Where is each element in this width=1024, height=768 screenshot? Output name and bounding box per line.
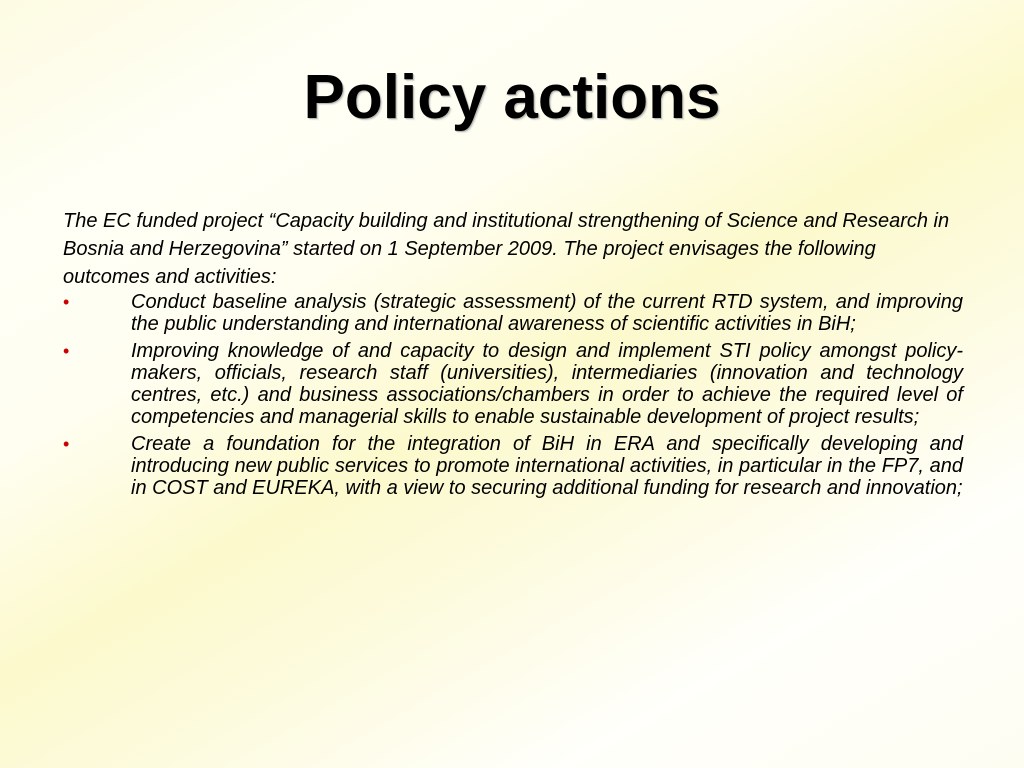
bullet-dot-icon: • (63, 341, 70, 361)
bullet-list (63, 291, 963, 499)
slide-body (63, 207, 963, 504)
slide-title: Policy actions (303, 63, 721, 132)
bullet-dot-icon: • (63, 292, 70, 312)
bullet-item (63, 433, 963, 499)
bullet-dot-icon: • (63, 434, 70, 454)
bullet-text: Conduct baseline analysis (strategic assessment) of the current RTD system, and improving the public understanding and international awareness of scientific activities in BiH; (131, 291, 963, 335)
intro-paragraph: The EC funded project “Capacity building and institutional strengthening of Science and Research in Bosnia and Herzegovina” started on 1 September 2009. The project envisages the following outcomes and activities: (63, 210, 950, 288)
bullet-text: Create a foundation for the integration of BiH in ERA and specifically developing and introducing new public services to promote international activities, in particular in the FP7, and in COST and EUREKA, with a view to securing additional funding for research and innovation; (131, 433, 963, 499)
bullet-item (63, 291, 963, 335)
bullet-item (63, 340, 963, 428)
bullet-text: Improving knowledge of and capacity to design and implement STI policy amongst policy-makers, officials, research staff (universities), intermediaries (innovation and technology centres, etc.) and business associations/chambers in order to achieve the required level of competencies and managerial skills to enable sustainable development of project results; (131, 340, 963, 428)
